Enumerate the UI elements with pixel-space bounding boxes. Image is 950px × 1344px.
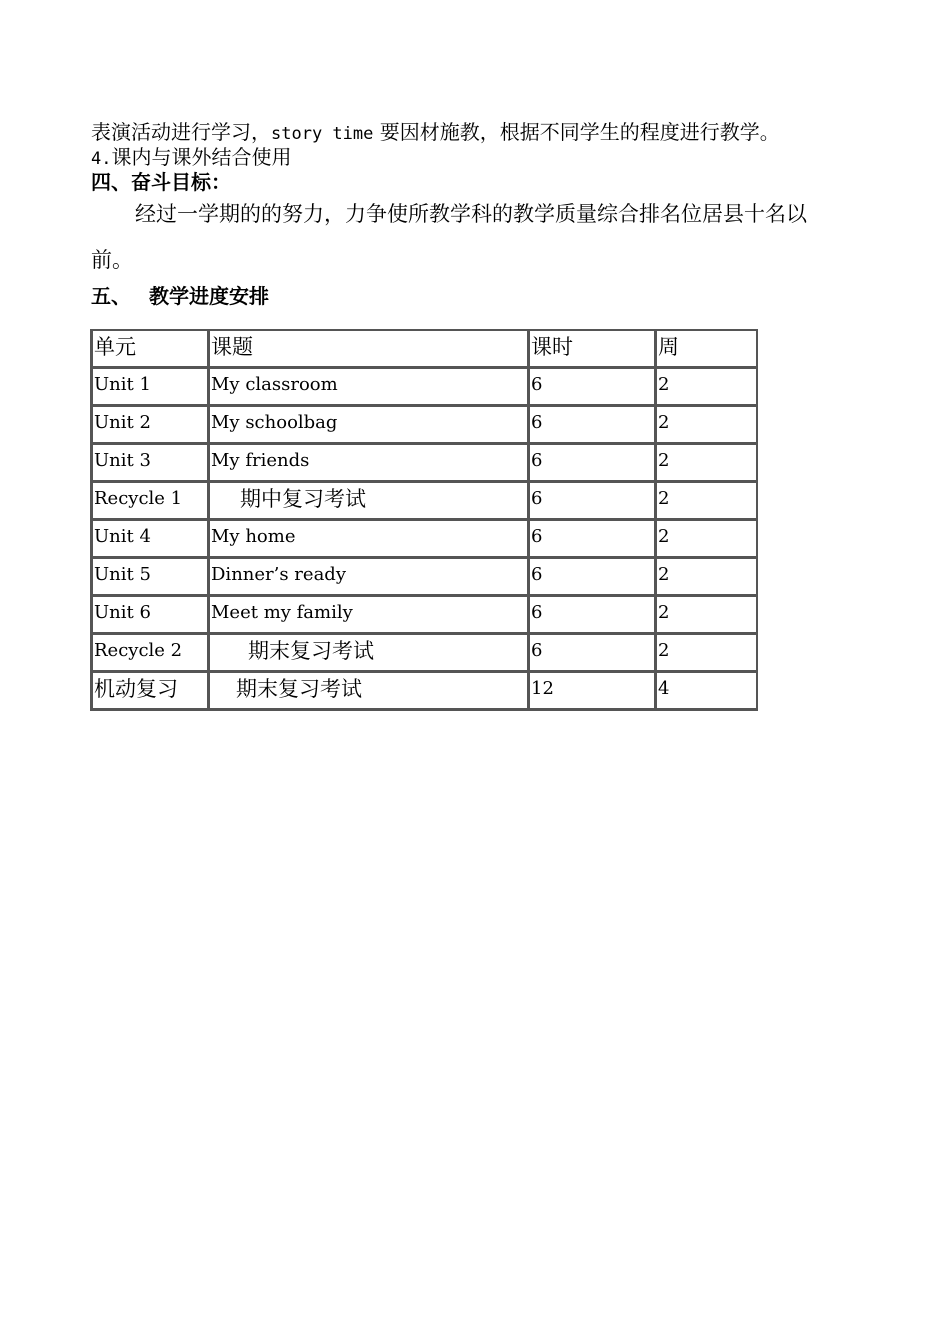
cell-topic: My home (208, 520, 528, 558)
cell-hours: 6 (528, 406, 655, 444)
cell-hours: 6 (528, 558, 655, 596)
cell-unit: 机动复习 (91, 672, 208, 710)
table-row (91, 444, 757, 482)
table-header-row (91, 330, 757, 368)
table-row (91, 406, 757, 444)
cell-topic: 期末复习考试 (208, 672, 528, 710)
cell-hours: 6 (528, 634, 655, 672)
cell-topic: My classroom (208, 368, 528, 406)
header-hours: 课时 (528, 330, 655, 368)
table-row (91, 482, 757, 520)
cell-hours: 6 (528, 520, 655, 558)
cell-weeks: 2 (655, 634, 757, 672)
cell-weeks: 2 (655, 368, 757, 406)
cell-weeks: 2 (655, 482, 757, 520)
table-row (91, 596, 757, 634)
section-5-heading (91, 280, 269, 309)
cell-hours: 6 (528, 596, 655, 634)
cell-unit: Unit 4 (91, 520, 208, 558)
line1-prefix: 表演活动进行学习， (91, 120, 271, 144)
cell-topic: Dinner’s ready (208, 558, 528, 596)
table-row (91, 520, 757, 558)
cell-unit: Unit 6 (91, 596, 208, 634)
cell-hours: 6 (528, 482, 655, 520)
header-unit: 单元 (91, 330, 208, 368)
cell-weeks: 2 (655, 444, 757, 482)
section-5-title: 教学进度安排 (149, 284, 269, 308)
cell-hours: 12 (528, 672, 655, 710)
cell-topic: My schoolbag (208, 406, 528, 444)
section-4-heading: 四、奋斗目标： (91, 170, 231, 194)
goal-line-1: 经过一学期的的努力，力争使所教学科的教学质量综合排名位居县十名以 (135, 202, 807, 226)
cell-unit: Unit 3 (91, 444, 208, 482)
cell-weeks: 2 (655, 406, 757, 444)
cell-weeks: 2 (655, 558, 757, 596)
header-topic: 课题 (208, 330, 528, 368)
line2-text: 课内与课外结合使用 (111, 145, 292, 169)
goal-line-2: 前。 (91, 248, 133, 272)
cell-topic: 期末复习考试 (208, 634, 528, 672)
table-row (91, 558, 757, 596)
cell-weeks: 2 (655, 596, 757, 634)
cell-weeks: 4 (655, 672, 757, 710)
cell-unit: Recycle 2 (91, 634, 208, 672)
header-weeks: 周 (655, 330, 757, 368)
cell-unit: Unit 1 (91, 368, 208, 406)
table-row (91, 368, 757, 406)
cell-hours: 6 (528, 444, 655, 482)
table-row (91, 634, 757, 672)
cell-hours: 6 (528, 368, 655, 406)
line2-number: 4. (91, 149, 112, 169)
schedule-table (90, 329, 758, 711)
section-5-number: 五、 (91, 284, 131, 308)
cell-topic: My friends (208, 444, 528, 482)
line1-code: story time (271, 124, 374, 144)
cell-topic: 期中复习考试 (208, 482, 528, 520)
table-row (91, 672, 757, 710)
cell-unit: Unit 2 (91, 406, 208, 444)
cell-unit: Unit 5 (91, 558, 208, 596)
cell-topic: Meet my family (208, 596, 528, 634)
cell-unit: Recycle 1 (91, 482, 208, 520)
cell-weeks: 2 (655, 520, 757, 558)
line1-suffix: 要因材施教，根据不同学生的程度进行教学。 (379, 120, 780, 144)
